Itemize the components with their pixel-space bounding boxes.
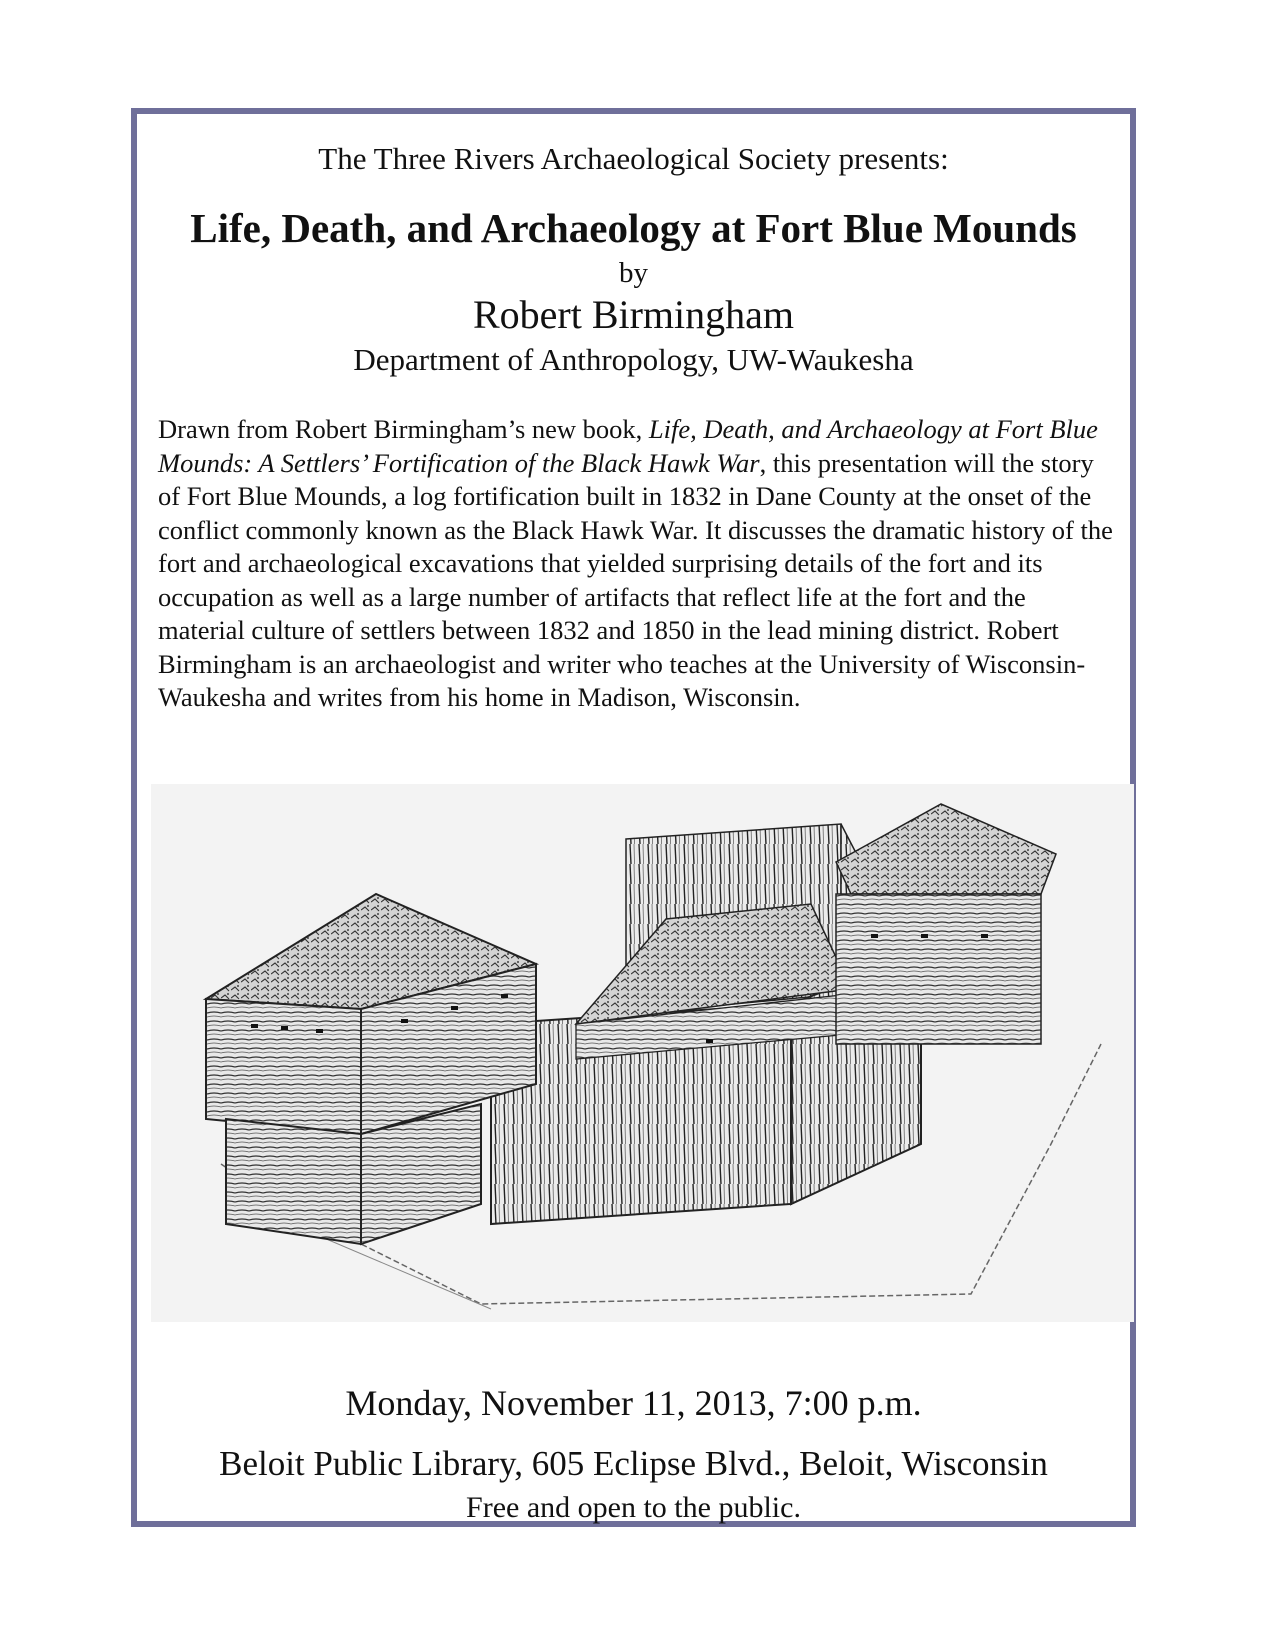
event-description (158, 413, 1118, 715)
event-venue: Beloit Public Library, 605 Eclipse Blvd., Beloit, Wisconsin (219, 1444, 1048, 1483)
book-title: Life, Death, and Archaeology at Fort Blue Mounds: A Settlers’ Fortification of the Black Hawk War (158, 414, 1098, 478)
by-line: by (619, 257, 648, 289)
event-date-time: Monday, November 11, 2013, 7:00 p.m. (345, 1383, 922, 1423)
admission-note: Free and open to the public. (466, 1491, 801, 1524)
fort-drawing (151, 784, 1134, 1322)
description-intro: Drawn from Robert Birmingham’s new book, (158, 414, 649, 444)
fort-illustration (151, 784, 1134, 1322)
presenter-line: The Three Rivers Archaeological Society presents: (318, 141, 949, 176)
event-title: Life, Death, and Archaeology at Fort Blue Mounds (190, 205, 1077, 251)
description-body: , this presentation will the story of Fort Blue Mounds, a log fortification built in 1832 in Dane County at the onset of the conflict commonly known as the Black Hawk War. It discusses the dramatic history of the fort and archaeological excavations that yielded surprising details of the fort and its occupation as well as a large number of artifacts that reflect life at the fort and the material culture of settlers between 1832 and 1850 in the lead mining district. Robert Birmingham is an archaeologist and writer who teaches at the University of Wisconsin-Waukesha and writes from his home in Madison, Wisconsin. (158, 447, 1113, 712)
speaker-department: Department of Anthropology, UW-Waukesha (353, 342, 914, 377)
speaker-name: Robert Birmingham (472, 292, 795, 337)
